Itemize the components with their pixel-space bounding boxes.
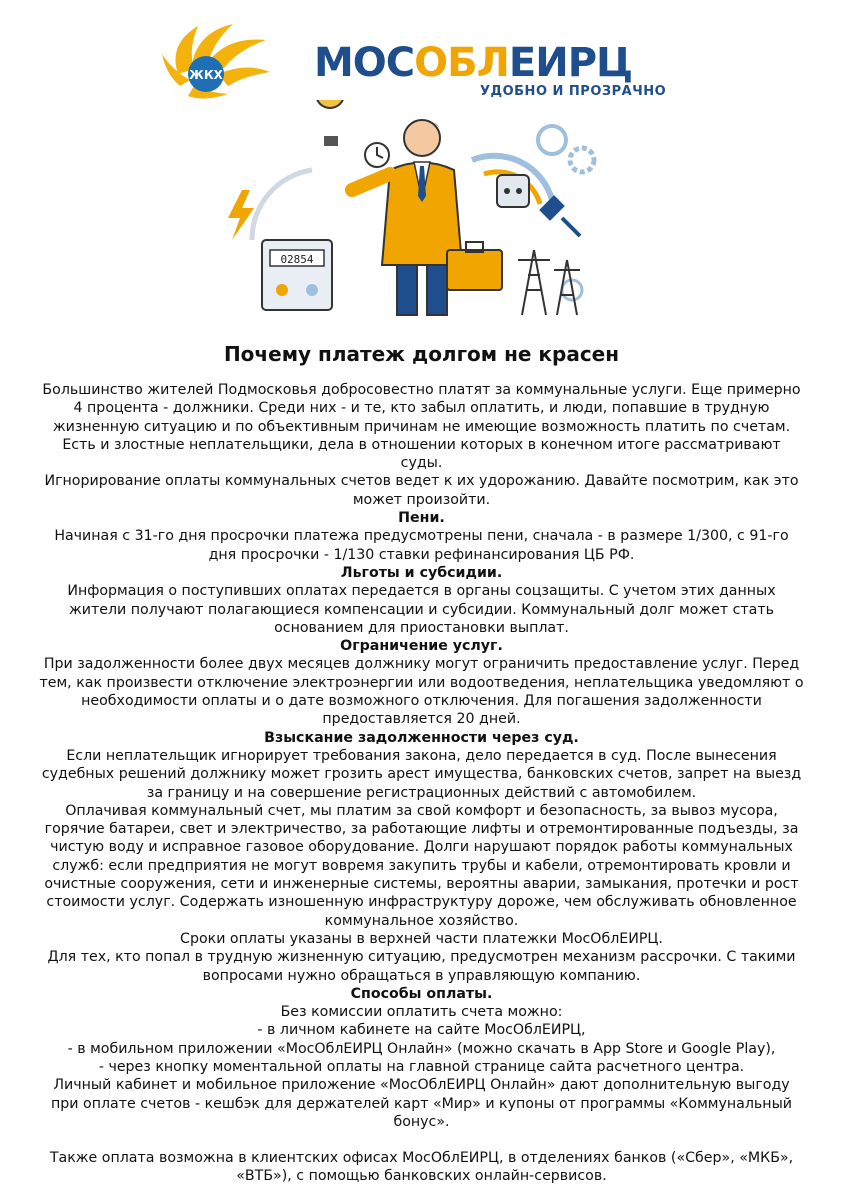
- text-line: бонус».: [393, 1113, 450, 1130]
- text-line: судебных решений должнику может грозить арест имущества, банковских счетов, запрет на выезд: [41, 766, 802, 783]
- section-heading: Взыскание задолженности через суд.: [264, 729, 579, 746]
- text-line: При задолженности более двух месяцев должнику могут ограничить предоставление услуг. Перед: [43, 656, 800, 673]
- text-line: основанием для приостановки выплат.: [274, 619, 569, 636]
- text-line: Также оплата возможна в клиентских офисах МосОблЕИРЦ, в отделениях банков («Сбер», «МКБ»,: [49, 1150, 794, 1167]
- text-line: - в мобильном приложении «МосОблЕИРЦ Онлайн» (можно скачать в App Store и Google Play),: [67, 1040, 776, 1057]
- utilities-illustration: [222, 100, 622, 320]
- brand-name-part1: МОС: [314, 40, 415, 86]
- text-line: за границу и на совершение регистрационных действий с автомобилем.: [146, 784, 697, 801]
- text-line: может произойти.: [352, 491, 491, 508]
- text-line: Есть и злостные неплательщики, дела в отношении которых в конечном итоге рассматривают: [62, 436, 781, 453]
- brand-name-part3: ЕИРЦ: [508, 40, 633, 86]
- text-line: стоимости услуг. Содержать изношенную инфраструктуру дороже, чем обслуживать обновленное: [46, 894, 797, 911]
- section-court: [12, 729, 831, 985]
- text-line: чистую воду и исправное газовое оборудование. Долги нарушают порядок работы коммунальных: [50, 839, 793, 856]
- text-line: Личный кабинет и мобильное приложение «МосОблЕИРЦ Онлайн» дают дополнительную выгоду: [53, 1077, 790, 1094]
- article-title: Почему платеж долгом не красен: [223, 342, 620, 366]
- intro-block: [12, 381, 831, 509]
- header: [0, 0, 843, 325]
- plug-icon: [542, 198, 580, 236]
- briefcase-icon: [447, 242, 502, 290]
- text-line: суды.: [400, 455, 443, 472]
- text-line: дня просрочки - 1/130 ставки рефинансирования ЦБ РФ.: [208, 546, 635, 563]
- text-line: необходимости оплаты и о дате возможного отключения. Для погашения задолженности: [81, 693, 762, 710]
- section-benefits: [12, 564, 831, 637]
- text-line: жители получают полагающиеся компенсации и субсидии. Коммунальный долг может стать: [68, 601, 774, 618]
- text-line: горячие батареи, свет и электричество, за работающие лифты и отремонтированные подъезды, за: [44, 821, 799, 838]
- text-line: очистные сооружения, сети и инженерные системы, вероятны аварии, замыкания, протечки и рост: [44, 876, 799, 893]
- text-line: Большинство жителей Подмосковья добросовестно платят за коммунальные услуги. Еще примерно: [42, 382, 801, 398]
- text-line: вопросами нужно обращаться в управляющую компанию.: [202, 967, 641, 984]
- text-line: коммунальное хозяйство.: [324, 912, 519, 929]
- section-heading: Льготы и субсидии.: [340, 564, 503, 581]
- electric-meter-icon: [262, 240, 332, 310]
- power-tower-icon: [518, 250, 580, 315]
- text-line: Сроки оплаты указаны в верхней части платежки МосОблЕИРЦ.: [180, 930, 663, 947]
- text-line: Если неплательщик игнорирует требования закона, дело передается в суд. После вынесения: [66, 747, 777, 764]
- section-restriction: [12, 637, 831, 728]
- mosobleirc-logo-icon: [158, 14, 273, 104]
- article-body: [12, 381, 831, 1186]
- brand-name-part2: ОБЛ: [414, 40, 509, 86]
- text-line: - через кнопку моментальной оплаты на главной странице сайта расчетного центра.: [98, 1058, 745, 1075]
- text-line: - в личном кабинете на сайте МосОблЕИРЦ,: [257, 1022, 586, 1039]
- section-heading: Способы оплаты.: [350, 985, 493, 1002]
- spacer: [12, 1131, 831, 1149]
- section-penalties: [12, 509, 831, 564]
- meter-display-text: 02854: [280, 253, 314, 266]
- text-line: предоставляется 20 дней.: [322, 711, 521, 728]
- text-line: Для тех, кто попал в трудную жизненную ситуацию, предусмотрен механизм рассрочки. С такими: [47, 949, 796, 966]
- section-heading: Ограничение услуг.: [340, 638, 503, 655]
- brand-name: [314, 40, 632, 86]
- lightbulb-icon: [316, 100, 344, 146]
- text-line: жизненную ситуацию и по объективным причинам не имеющие возможность платить по счетам.: [52, 418, 791, 435]
- power-socket-icon: [497, 175, 529, 207]
- text-line: Игнорирование оплаты коммунальных счетов ведет к их удорожанию. Давайте посмотрим, как это: [44, 473, 799, 490]
- gear-icon: [570, 148, 594, 172]
- text-line: 4 процента - должники. Среди них - и те, кто забыл оплатить, и люди, попавшие в трудную: [73, 400, 770, 417]
- text-line: Без комиссии оплатить счета можно:: [280, 1004, 563, 1021]
- closing-block: [12, 1149, 831, 1186]
- text-line: Оплачивая коммунальный счет, мы платим за свой комфорт и безопасность, за вывоз мусора,: [65, 802, 778, 819]
- text-line: тем, как произвести отключение электроэнергии или водоотведения, неплательщика уведомляют о: [39, 674, 804, 691]
- text-line: Начиная с 31-го дня просрочки платежа предусмотрены пени, сначала - в размере 1/300, с 91-го: [54, 528, 789, 545]
- text-line: Информация о поступивших оплатах передается в органы соцзащиты. С учетом этих данных: [67, 583, 776, 600]
- section-heading: Пени.: [398, 510, 445, 527]
- clock-icon: [365, 143, 389, 167]
- logo-badge-text: ЖКХ: [189, 68, 223, 82]
- text-line: «ВТБ»), с помощью банковских онлайн-сервисов.: [236, 1168, 607, 1185]
- brand-tagline: УДОБНО И ПРОЗРАЧНО: [480, 84, 667, 99]
- section-payment-methods: [12, 985, 831, 1131]
- text-line: при оплате счетов - кешбэк для держателей карт «Мир» и купоны от программы «Коммунальный: [51, 1095, 792, 1112]
- text-line: служб: если предприятия не могут вовремя закупить трубы и кабели, отремонтировать кровли и: [52, 857, 791, 874]
